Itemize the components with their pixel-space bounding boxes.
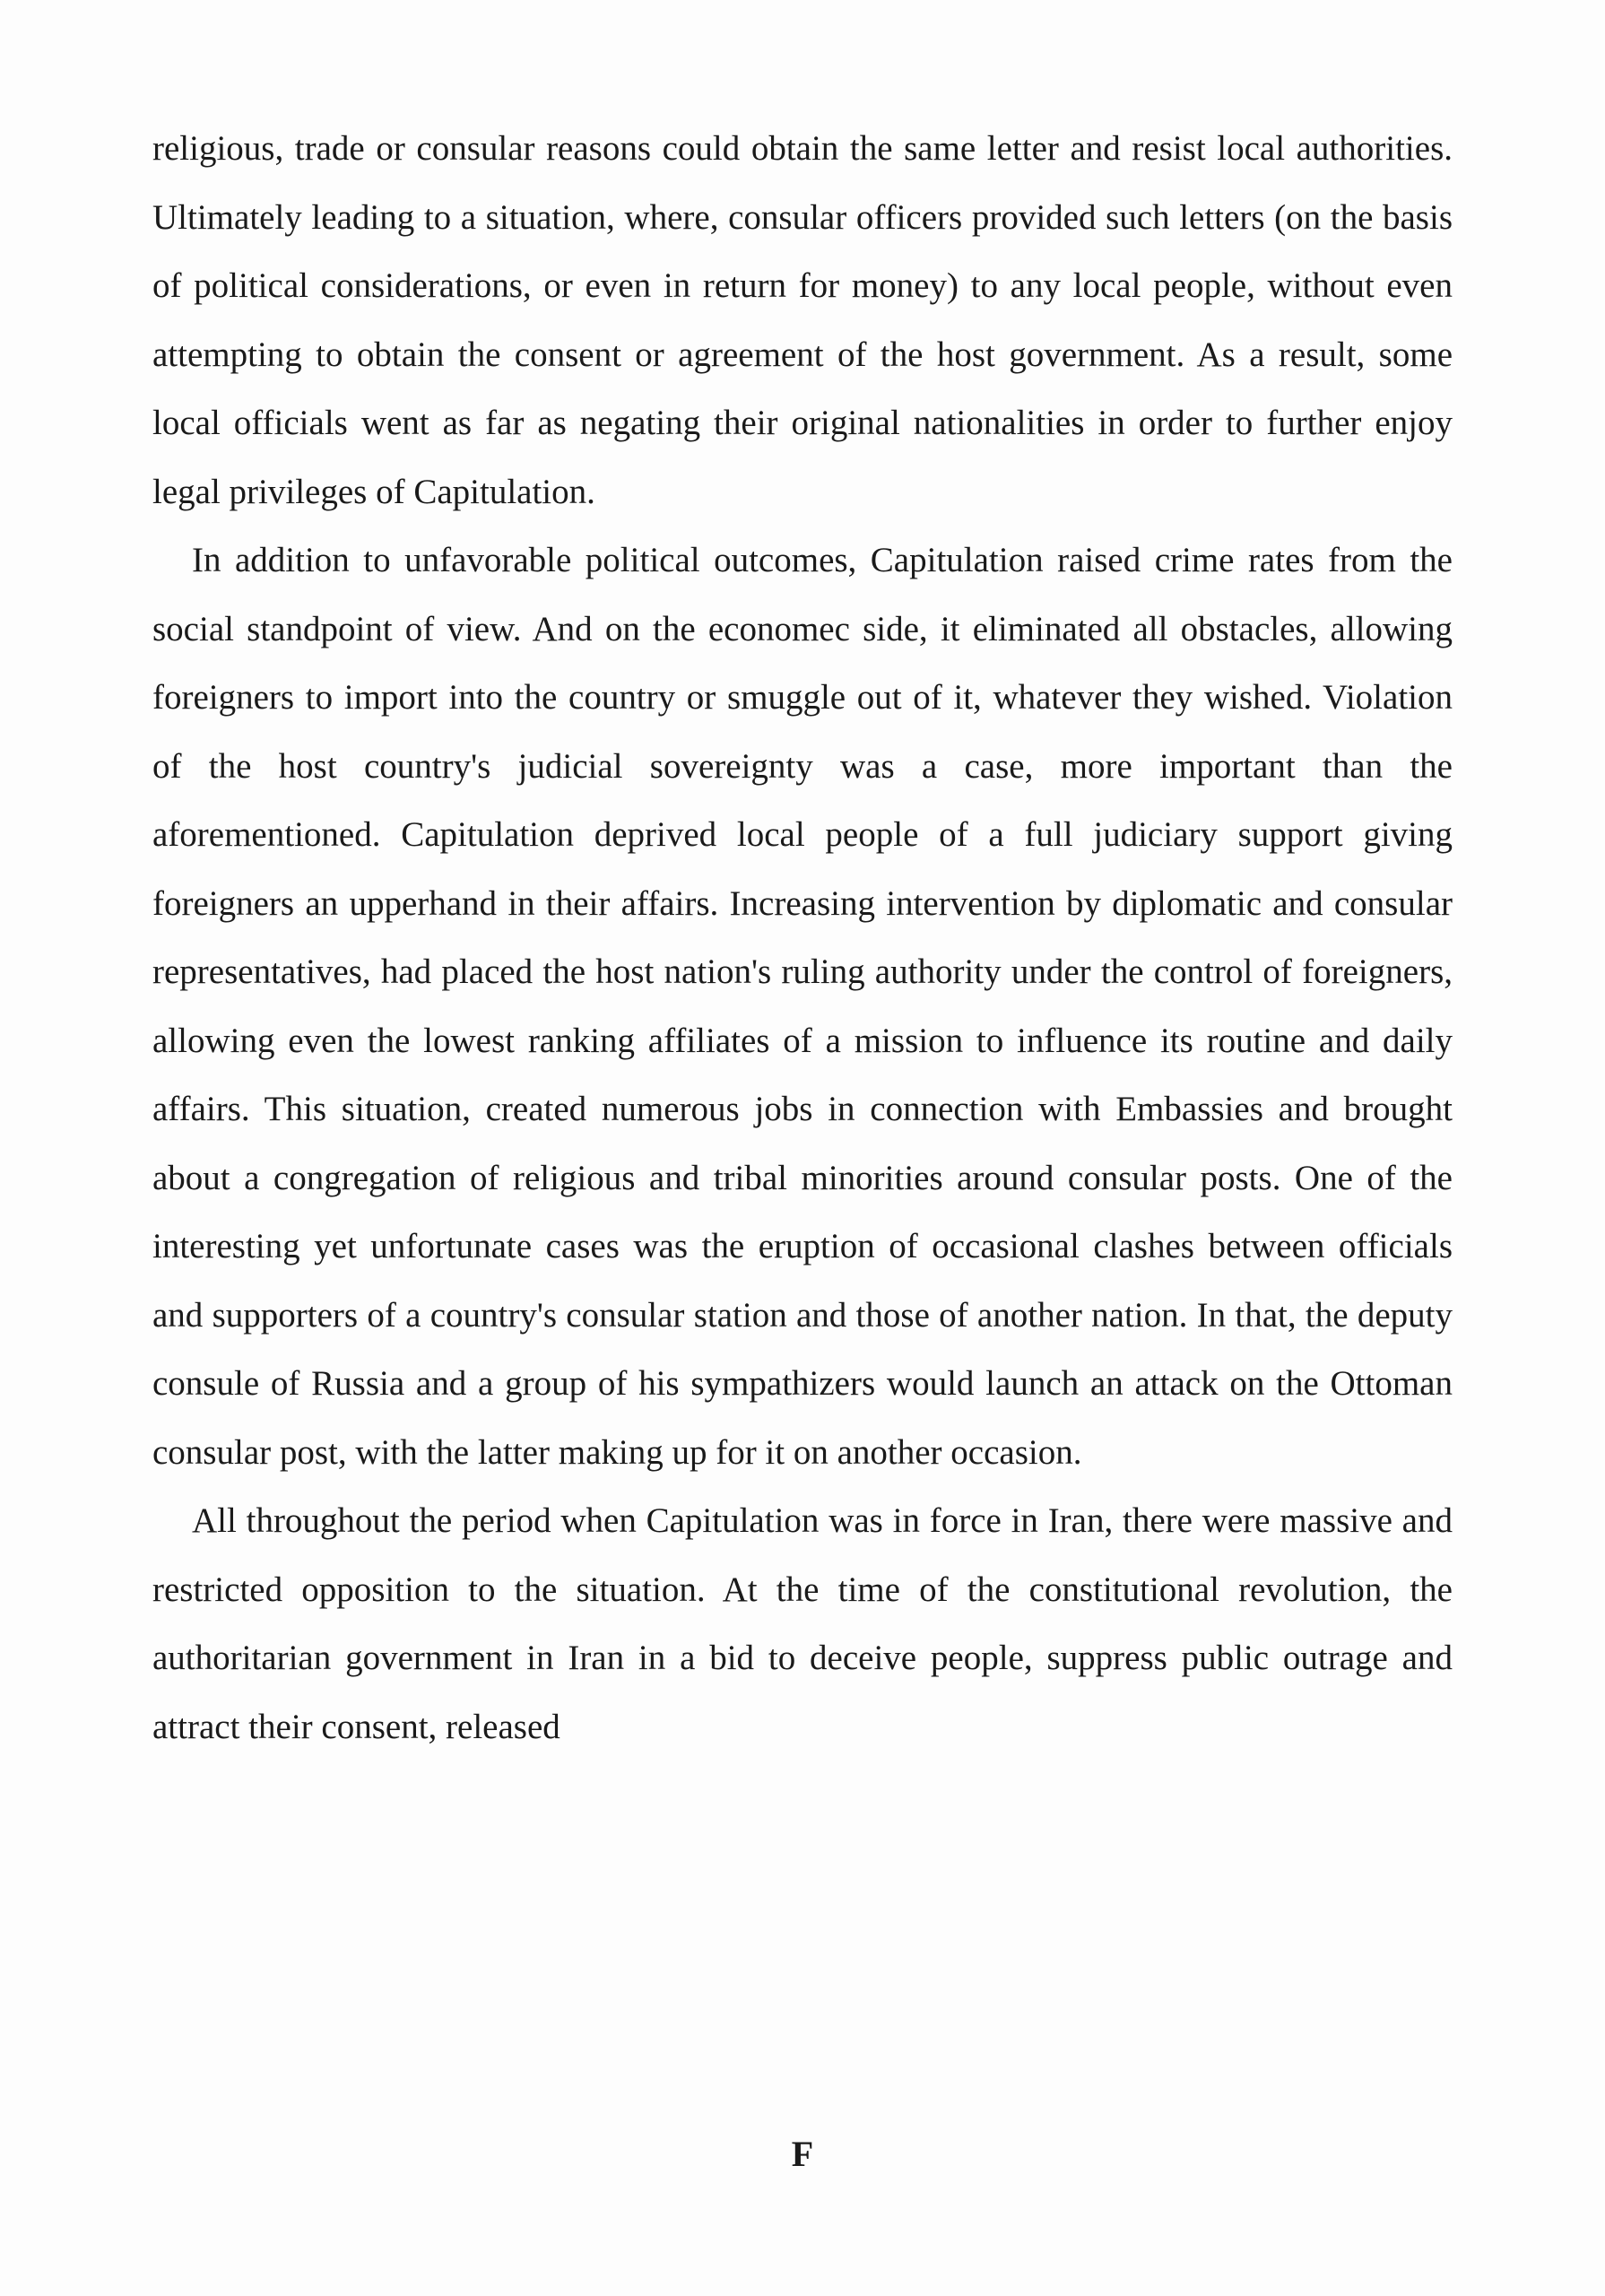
paragraph-2: In addition to unfavorable political outcomes, Capitulation raised crime rates from the social standpoint of view. And on the economec side, it eliminated all obstacles, allowing foreigners to import into the country or smuggle out of it, whatever they wished. Violation of the host country's judicial sovereignty was a case, more important than the aforementioned. Capitulation deprived local people of a full judiciary support giving foreigners an upperhand in their affairs. Increasing intervention by diplomatic and consular representatives, had placed the host nation's ruling authority under the control of foreigners, allowing even the lowest ranking affiliates of a mission to influence its routine and daily affairs. This situation, created numerous jobs in connection with Embassies and brought about a congregation of religious and tribal minorities around consular posts. One of the interesting yet unfortunate cases was the eruption of occasional clashes between officials and supporters of a country's consular station and those of another nation. In that, the deputy consule of Russia and a group of his sympathizers would launch an attack on the Ottoman consular post, with the latter making up for it on another occasion. [152, 541, 1453, 1472]
paragraph-3: All throughout the period when Capitulation was in force in Iran, there were massive and restricted opposition to the situation. At the time of the constitutional revolution, the authoritarian government in Iran in a bid to deceive people, suppress public outrage and attract their consent, released [152, 1501, 1453, 1746]
body-text [152, 115, 1453, 1761]
page-number: F [791, 2134, 814, 2174]
paragraph-1: religious, trade or consular reasons could obtain the same letter and resist local authorities. Ultimately leading to a situation, where, consular officers provided such letters (on the basis of political considerations, or even in return for money) to any local people, without even attempting to obtain the consent or agreement of the host government. As a result, some local officials went as far as negating their original nationalities in order to further enjoy legal privileges of Capitulation. [152, 129, 1453, 511]
